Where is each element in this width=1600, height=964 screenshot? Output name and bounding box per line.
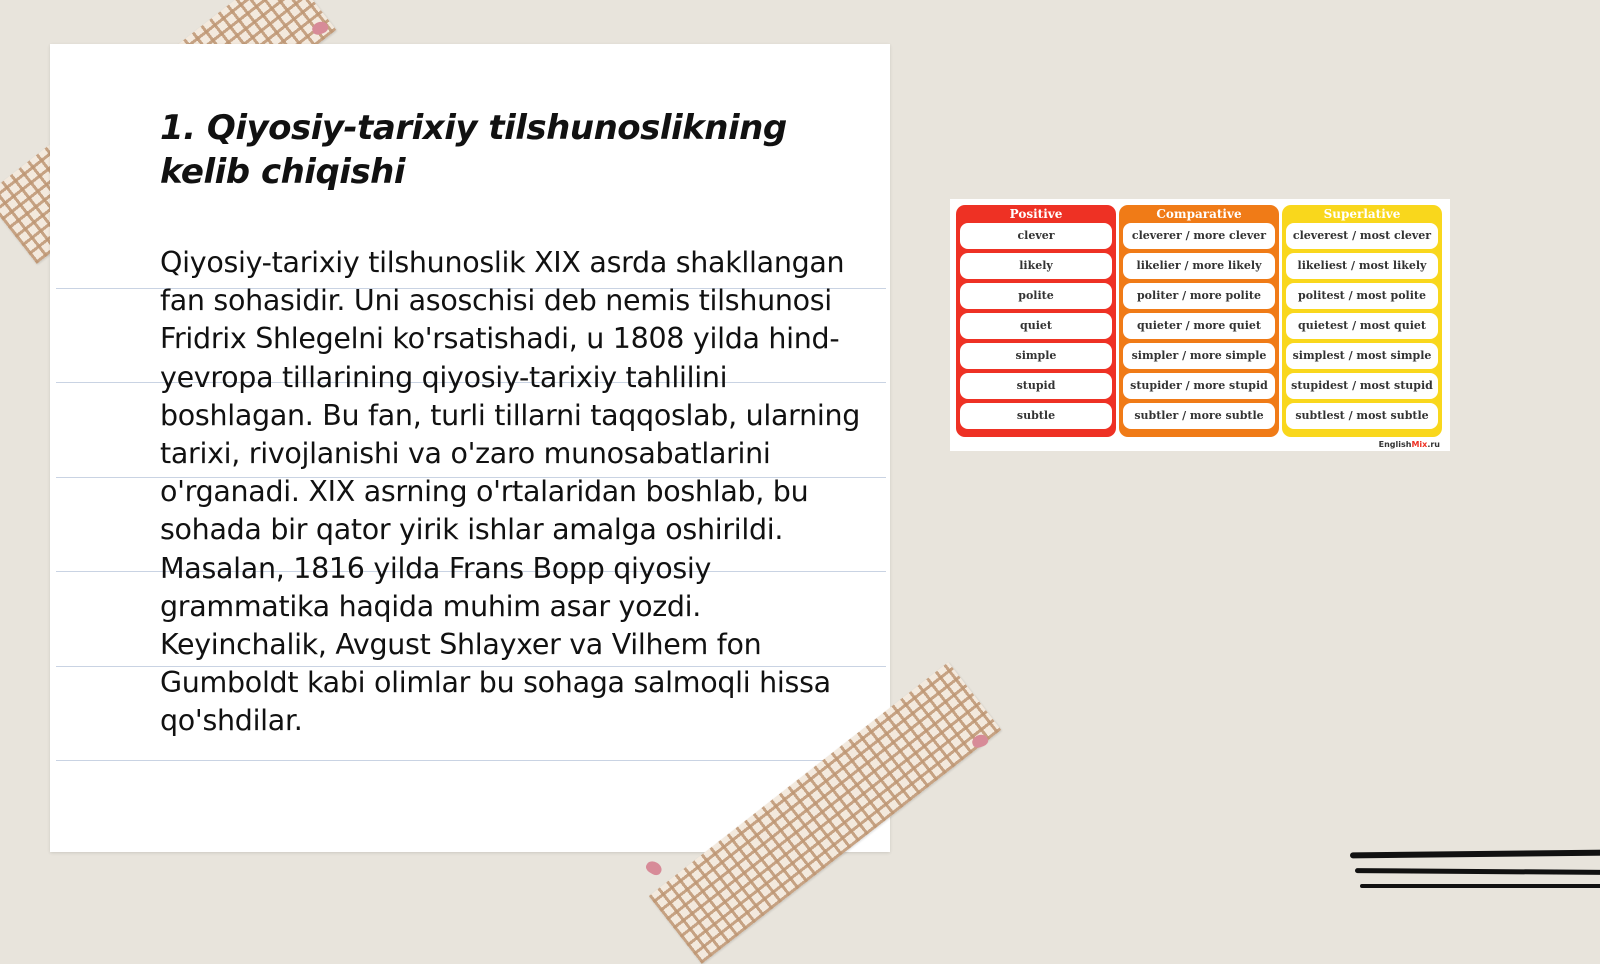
table-cell: politer / more polite — [1123, 283, 1275, 309]
table-cell: subtlest / most subtle — [1286, 403, 1438, 429]
column-header: Comparative — [1156, 207, 1242, 221]
column-header: Superlative — [1323, 207, 1401, 221]
column-header: Positive — [1009, 207, 1063, 221]
table-cell: cleverer / more clever — [1123, 223, 1275, 249]
table-cell: simpler / more simple — [1123, 343, 1275, 369]
table-cell: likely — [960, 253, 1112, 279]
superlative-column — [1282, 205, 1442, 437]
table-cell: subtle — [960, 403, 1112, 429]
brush-stroke-decoration — [1355, 868, 1600, 875]
table-cell: quiet — [960, 313, 1112, 339]
credit-part: English — [1378, 440, 1412, 449]
paper-rule-line — [56, 760, 886, 761]
slide-body-text: Qiyosiy-tarixiy tilshunoslik XIX asrda shakllangan fan sohasidir. Uni asoschisi deb nemis tilshunosi Fridrix Shlegelni ko'rsatishadi, u 1808 yilda hind-yevropa tillarining qiyosiy-tarixiy tahlilini boshlagan. Bu fan, turli tillarni taqqoslab, ularning tarixi, rivojlanishi va o'zaro munosabatlarini o'rganadi. XIX asrning o'rtalaridan boshlab, bu sohada bir qator yirik ishlar amalga oshirildi. Masalan, 1816 yilda Frans Bopp qiyosiy grammatika haqida muhim asar yozdi. Keyinchalik, Avgust Shlayxer va Vilhem fon Gumboldt kabi olimlar bu sohaga salmoqli hissa qo'shdilar. — [160, 246, 861, 738]
table-cell: stupidest / most stupid — [1286, 373, 1438, 399]
brush-stroke-decoration — [1350, 850, 1600, 859]
table-cell: likelier / more likely — [1123, 253, 1275, 279]
table-cell: polite — [960, 283, 1112, 309]
tape-end-decoration — [644, 859, 664, 877]
table-cell: simple — [960, 343, 1112, 369]
credit-part: .ru — [1427, 440, 1440, 449]
credit-part: Mix — [1411, 440, 1428, 449]
table-cell: stupider / more stupid — [1123, 373, 1275, 399]
table-cell: politest / most polite — [1286, 283, 1438, 309]
table-cell: simplest / most simple — [1286, 343, 1438, 369]
table-cell: quietest / most quiet — [1286, 313, 1438, 339]
image-credit — [1379, 440, 1440, 449]
brush-stroke-decoration — [1360, 884, 1600, 888]
comparative-column — [1119, 205, 1279, 437]
positive-column — [956, 205, 1116, 437]
table-cell: stupid — [960, 373, 1112, 399]
table-cell: quieter / more quiet — [1123, 313, 1275, 339]
notebook-paper — [50, 44, 890, 852]
table-cell: clever — [960, 223, 1112, 249]
slide-title: 1. Qiyosiy-tarixiy tilshunoslikning kelib chiqishi — [160, 108, 787, 192]
table-cell: likeliest / most likely — [1286, 253, 1438, 279]
adjective-comparison-table-image — [950, 199, 1450, 451]
table-cell: cleverest / most clever — [1286, 223, 1438, 249]
table-cell: subtler / more subtle — [1123, 403, 1275, 429]
